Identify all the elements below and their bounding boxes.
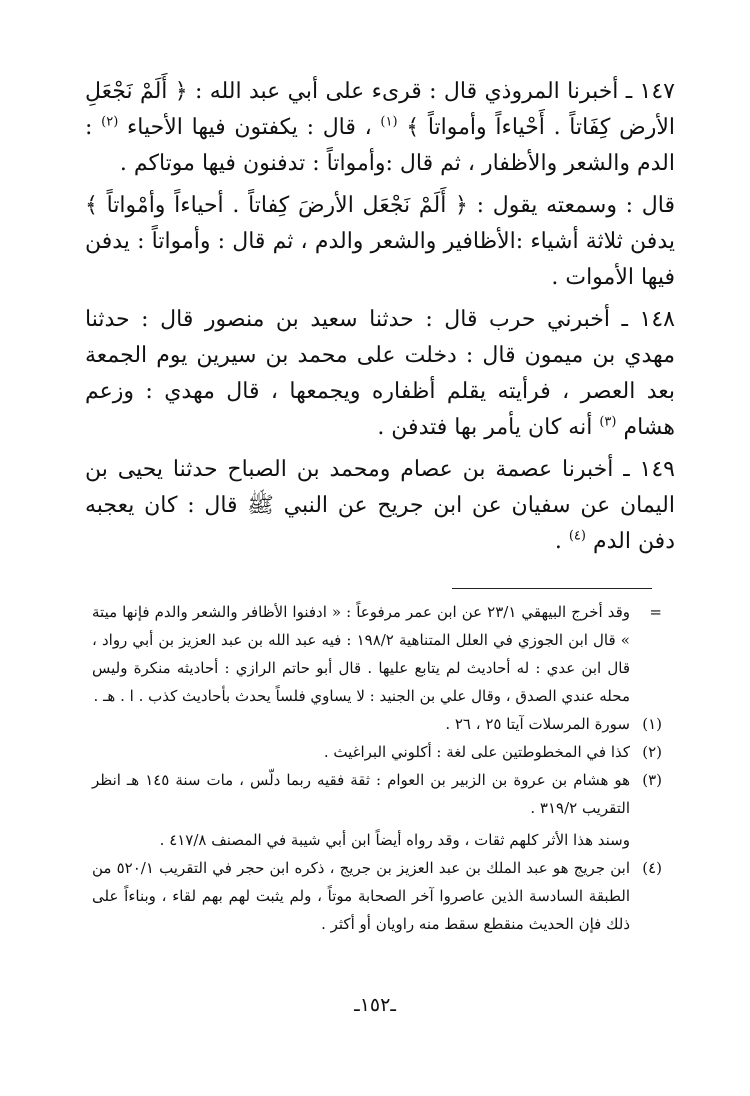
- footnote-text: ابن جريج هو عبد الملك بن عبد العزيز بن جريج ، ذكره ابن حجر في التقريب ٥٢٠/١ من الطبقة السادسة الذين عاصروا آخر الصحابة موتاً ، ولم يثبت لهم بهم لقاء ، وبناءاً على ذلك فإن الحديث منقطع سقط منه راويان أو أكثر .: [92, 859, 630, 933]
- footnote-text: كذا في المخطوطتين على لغة : أكلوني البراغيث .: [323, 743, 630, 761]
- footnote-mark: (٣): [642, 771, 662, 789]
- text-run: .: [554, 529, 569, 554]
- footnote-reference: (٢): [101, 114, 119, 130]
- paragraph-148: [85, 302, 675, 446]
- footnote-separator: [452, 588, 652, 589]
- footnote-3-extra: وسند هذا الأثر كلهم ثقات ، وقد رواه أيضاً ابن أبي شيبة في المصنف ٤١٧/٨ .: [159, 831, 630, 849]
- footnote-reference: (٣): [599, 414, 617, 430]
- footnote-mark: (١): [642, 715, 662, 733]
- paragraph-149: [85, 452, 675, 560]
- text-run: ١٤٨ ـ أخبرني حرب قال : حدثنا سعيد بن منصور قال : حدثنا مهدي بن ميمون قال : دخلت على محمد بن سيرين يوم الجمعة بعد العصر ، فرأيته يقلم أظفاره ويجمعها ، قال مهدي : وزعم هشام: [85, 307, 675, 440]
- footnote-4: [92, 854, 662, 938]
- footnote-mark: (٢): [642, 743, 662, 761]
- paragraph-147-continued: [85, 188, 675, 296]
- footnote-reference: (١): [380, 114, 398, 130]
- main-text: [85, 74, 675, 560]
- footnote-continuation: [92, 598, 662, 710]
- footnotes: [92, 598, 662, 938]
- text-run: قال : وسمعته يقول : ﴿ أَلَمْ نَجْعَل الأرضَ كِفاتاً . أحياءاً وأمْواتاً ﴾ يدفن ثلاثة أشياء :الأظافير والشعر والدم ، ثم قال : وأمواتاً : يدفن فيها الأموات .: [85, 193, 675, 290]
- footnote-text: هو هشام بن عروة بن الزبير بن العوام : ثقة فقيه ربما دلّس ، مات سنة ١٤٥ هـ انظر التقريب ٣١٩/٢ .: [92, 771, 630, 817]
- text-run: : الدم والشعر والأظفار ، ثم قال :وأمواتاً : تدفنون فيها موتاكم .: [85, 115, 675, 176]
- footnote-2: [92, 738, 662, 766]
- footnote-1: [92, 710, 662, 738]
- page-number: ـ١٥٢ـ: [354, 994, 396, 1016]
- footnote-mark: (٤): [642, 859, 662, 877]
- text-run: ١٤٧ ـ أخبرنا المروذي قال : قرىء على أبي عبد الله : ﴿ أَلَمْ نَجْعَلِ الأرض كِفَاتاً . أَحْياءاً وأمواتاً ﴾: [85, 79, 675, 140]
- text-run: ١٤٩ ـ أخبرنا عصمة بن عصام ومحمد بن الصباح حدثنا يحيى بن اليمان عن سفيان عن ابن جريح عن النبي ﷺ قال : كان يعجبه دفن الدم: [85, 457, 675, 554]
- footnote-text: سورة المرسلات آيتا ٢٥ ، ٢٦ .: [445, 715, 630, 733]
- text-run: ، قال : يكفتون فيها الأحياء: [118, 115, 381, 140]
- text-run: أنه كان يأمر بها فتدفن .: [377, 415, 600, 440]
- continuation-mark: =: [649, 603, 662, 621]
- paragraph-147: [85, 74, 675, 182]
- footnote-3: [92, 766, 662, 822]
- footnote-continuation-text: وقد أخرج البيهقي ٢٣/١ عن ابن عمر مرفوعاً : « ادفنوا الأظافر والشعر والدم فإنها ميتة » قال ابن الجوزي في العلل المتناهية ١٩٨/٢ : فيه عبد الله بن عبد العزيز بن أبي رواد ، قال ابن عدي : له أحاديث لم يتابع عليها . قال أبو حاتم الرازي : أحاديثه منكرة وليس محله عندي الصدق ، وقال علي بن الجنيد : لا يساوي فلساً يحدث بأحاديث كذب . ا . هـ .: [92, 603, 630, 705]
- footnote-reference: (٤): [568, 528, 586, 544]
